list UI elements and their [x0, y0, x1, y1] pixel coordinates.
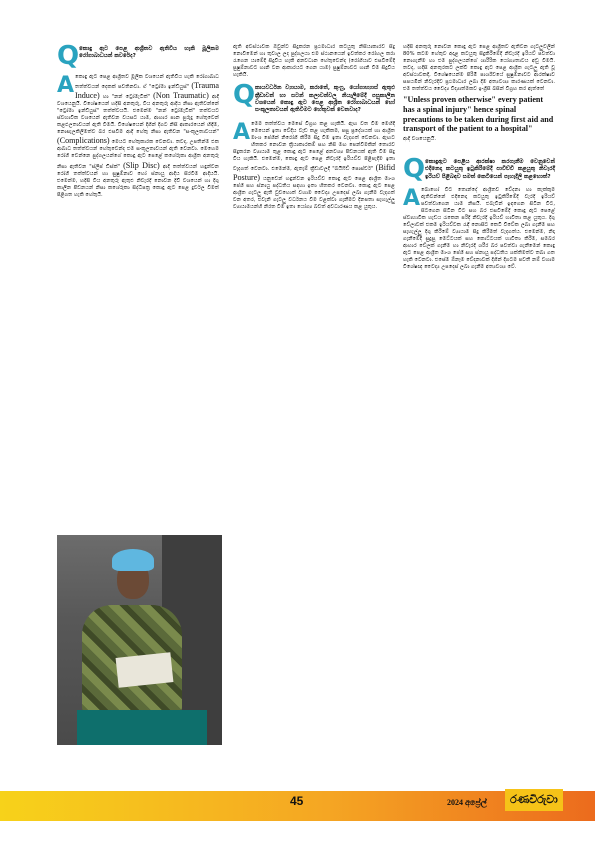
- question-3-text: කොඳුඇට පෙළීය ආරක්ෂා කරගැනීම වෙනුවෙන් එදිනෙදා කටයුතු ඉටුකිරීමේදී පාවිච්චි කළයුතු නිවැරදි ඉරියව් පිළිබඳව සමත් කෙටියෙන් පැහැදිලි කළහොත්?: [425, 158, 555, 180]
- answer-2-text-b: ඉරියව්ව පිළිපැදීම ඉතා වැදගත් වෙනවා. එමෙන්ම, ඇතැම් ක්‍රීඩාවලදී "බයිෆිඩ් පොස්චර්": [233, 156, 395, 173]
- page-number: 45: [290, 794, 304, 808]
- answer-2-text-a: මෙම තත්ත්වය මෙසේ විග්‍රහ කළ හැකියි. ඇඟ වත වීම මෙහිදී මෙයෙන් ඉතා වේදිය වැඩ කළ හැකිකම, පසු ප්‍රදේශයක් හා ආශ්‍රිත මාංශ පේශීන් නිරෝගී කිරීම සිදු වීම ඉතා වැදගත් වෙනවා. ඇඟට හිතකර නොවන ක්‍රියාකාරකම් සහ නිසි මඟ පෙන්වීමකින් තොරව සිදුකරන ව්‍යායාම තුළ කොඳු ඇට පෙළේ අනවශ්‍ය පීඩනයක් ඇති වීම සිදු විය හැකියි. එමෙන්ම, කොඳු ඇට පෙළ නිවැරදි: [233, 120, 395, 163]
- answer-3-paragraph: බොහෝ විට තොන්දේ ආශ්‍රිතව වේදනා හා කැක්කුම ඇතිවන්නේ එදිනෙදා කටයුතු ඉටුකිරීමේදී වැරදි ඉරියව් පවත්වාගෙන යාම නිසයි. එබැවින් ඉඳගෙන සිටින විට, සිටගෙන සිටින විට සහ බර එසවීමේදී කොඳු ඇට පෙළේ ස්වාභාවික හැඩය රැකෙන පරිදි නිවැරදි ඉරියව් භාවිතා කළ යුතුය. දිගු වේලාවක් එකම ඉරියව්වක රැඳී නොසිට කෙටි විවේක ලබා ගැනීම සහ සැහැල්ලු දිගු කිරීමේ ව්‍යායාම සිදු කිරීමත් වැදගත්ය. එමෙන්ම, නිදා ගැනීමේදී සුදුසු මෙට්ටයක් සහ කොට්ටයක් භාවිතා කිරීම, සමබර ආහාර වේලක් ගැනීම හා නිවැරදි ශරීර බර පවත්වා ගැනීමෙන් කොඳු ඇට පෙළ ආශ්‍රිත මාංශ පේශී සහ ස්නායු පද්ධතිය ශක්තිමත්ව තබා ගත හැකි වෙනවා. එසේම ඕනෑම වේදනාවක් දිගින් දිගටම පවතී නම් වහාම විශේෂඥ වෛද්‍ය උපදෙස් ලබා ගැනීම අත්‍යවශ්‍ය වේ.: [403, 186, 555, 271]
- term-bifid-posture: (Bifid Posture): [233, 163, 396, 183]
- photo-surgical-cap: [112, 549, 154, 571]
- question-3: [403, 153, 555, 184]
- answer-3-letter: A: [403, 185, 421, 211]
- answer-1-letter: A: [57, 73, 75, 98]
- answer-1-text-b: හා "නන් ට්‍රෝමැටික්": [102, 94, 151, 101]
- magazine-logo: රණවිරුවා: [505, 789, 563, 811]
- column-3-intro-end: ආදී වශයෙනුයි.: [403, 135, 437, 142]
- answer-1-text-e: ආදී තත්ත්වයන් හඳුන්වන රෝගී තත්ත්වයන් හා සුෂුම්නාව හෝ ස්නායු ආදිය සිරවීම ආදියයි. එමෙන්ම, හදිසි විය අනතුරු ඇතුළු නිවැරදි නොවන දිවි වශයෙන් හා දිගු කාලීන පීඩනයන් නිසා කශේරුකා සිද්ධිපත්‍ර කොඳු ඇට පෙළ දුර්වල වීමත් පිළිගත හැකි හේතුයි.: [57, 163, 219, 198]
- question-1-letter: Q: [57, 41, 80, 71]
- issue-date: 2024 අප්‍රේල්: [447, 798, 487, 807]
- question-1-text: කොඳු ඇට පෙළ ආශ්‍රිතව ඇතිවිය හැකි මූලිකම රෝගාබාධයන් කවරේද?: [79, 46, 219, 60]
- question-2-letter: Q: [233, 80, 256, 111]
- column-3-intro: හදිසි අනතුරු නොවන කොඳු ඇට පෙළ ආශ්‍රිතව ඇතිවන ගැටලුවලින් 80% කටම හේතුව අදාළ කටයුතු සිදුකිරීමේදී නිවැරදි ඉරියව් පවත්වා නොගැනීම හා එම පුද්ගලයන්ගේ ශාරීරික යෝග්‍යතාවය අඩු වීමයි. තවද, හදිසි අනතුරකට ලක්වී කොඳු ඇට පෙළ ආශ්‍රිත ගැටලු ඇති වූ අවස්ථාවකදී, විශේෂයෙන්ම පිරිමි පාර්ශ්වයේ සුෂුම්නාවට ආරක්ෂාව සපයමින් නිවැරදිව ප්‍රථමාධාර ලබා දීම අත්‍යවශ්‍ය කාරණයක් වෙනවා. එම තත්ත්වය වෛද්‍ය විද්‍යාත්මකව ඉංග්‍රීසි බසින් විග්‍රහ කර ඇත්තේ: [403, 44, 555, 93]
- question-2: [233, 80, 395, 115]
- answer-2-text-c: යනුවෙන් හඳුන්වන ඉරියව්ව කොඳු ඇට පෙළ ආශ්‍රිත මාංශ පේශී සහ ස්නායු පද්ධතිය සඳහා ඉතා හිතකර වෙනවා. කොඳු ඇට පෙළ ආශ්‍රිත ගැටලු ඇති වුවහොත් වහාම වෛද්‍ය උපදෙස් ලබා ගැනීම වැදගත් වන අතර, එවැනි ගැටලු වර්ධනය වීම වළක්වා ගැනීමට දිනපතා සැහැල්ලු ව්‍යායාමයන්හි නිරත වීම ඉතා යෝග්‍ය බවත් අවධාරණය කළ යුතුය.: [233, 176, 395, 211]
- answer-1-text-c: ආදී වශයෙනුයි. විශේෂයෙන් හදිසි අනතුරු, විය අනතුරු ආදිය නිසා ඇතිවන්නේ "ට්‍රෝමා ඉන්ඩියුස්" තත්ත්වයයි. එමෙන්ම "නන් ට්‍රෝමැටික්" තත්වයට ස්වභාවික වශයෙන් ඇතිවන වයසට යාම, ආහාර පාන පුරුදු හේතුවෙන් කළඵලතාවයන් ඇති වීමයි. විශේෂයෙන් දිගින් දිගට නිසි ආකාරයෙන් හිඳීම, නොසැලකිලිමත්ව බර එසවීම ආදී හේතු නිසා ඇතිවන "සංකූලතාවයන්": [57, 94, 219, 136]
- english-quote: "Unless proven otherwise" every patient has a spinal injury" hence spinal precautions to be taken during first aid and transport of the patient to a hospital": [403, 95, 554, 134]
- question-2-text: කායවර්ධන ව්‍යායාම, කරාතේ, කුංෆු, යෝගාභ්‍යාස් ඇතුළු ක්‍රීඩාවන් හා සටන් කලාවන්වල නියැලීමේදී පසුකාලීන වශයෙන් කොඳු ඇට පෙළ ආශ්‍රිත රෝගාබාධයන් හෝ සංකූලතාවයන් ඇතිවීමට හේතුවක් වෙනවාද?: [255, 85, 395, 114]
- article-column-3: [403, 44, 555, 272]
- term-non-traumatic: (Non Traumatic): [153, 91, 209, 101]
- question-1: [57, 41, 219, 71]
- term-slip-disc: (Slip Disc): [123, 160, 160, 170]
- term-complications: (Complications): [57, 136, 110, 146]
- column-2-intro: ඇති අවස්ථාවක ඔවුන්ට සිදුකරන ප්‍රථමාධාර කටයුතු නිසියාකාරව සිදු නොවීමෙන් හා තුවාල ලද පුද්ගලයා එම ස්ථානයෙන් ඉවත්කර රෝහල කරා රැගෙන යාමේදී සිදුවිය හැකි අනවධාන හේතුවෙන්ද (රෝගියාව එසවීමේදී සුෂුම්නාවට හානි වන ආකාරයට ගෙන යාම) සුෂුම්නාවට හානි වීම සිදුවිය හැකියි.: [233, 44, 395, 79]
- photo-scrubs: [77, 710, 207, 745]
- answer-2-letter: A: [233, 119, 251, 145]
- doctor-photo: [57, 535, 222, 745]
- term-trauma-induce: (Trauma Induce): [75, 81, 219, 101]
- answer-1-text-d: මෙයට හේතුකාරක වෙනවා. තවද, උපතින්ම එක ආබාධ තත්ත්වයන් හේතුවෙන්ද එම සංකූලතාවයන් ඇති වෙනවා. මෙහෙම රෝගී වෙන්නෙ පුද්ගලයන්ගේ කොඳු ඇට පෙළේ කශේරුකා ආශ්‍රිත අනතුරු නිසා ඇතිවන "ස්ලිප් ඩිස්ක්": [57, 139, 219, 170]
- answer-1-paragraph: [57, 74, 219, 199]
- article-column-2: [233, 44, 395, 211]
- photo-book: [116, 652, 174, 688]
- article-column-1: [57, 41, 219, 199]
- question-3-letter: Q: [403, 153, 426, 184]
- answer-2-paragraph: [233, 121, 395, 212]
- answer-1-text-a: කොඳු ඇට පෙළ ආශ්‍රිතව මූලික වශයෙන් ඇතිවිය හැකි රෝගාබාධ තත්ත්වයන් දෙකක් පවතිනවා. ඒ "ට්‍රෝමා ඉන්ඩියුස්": [75, 74, 219, 91]
